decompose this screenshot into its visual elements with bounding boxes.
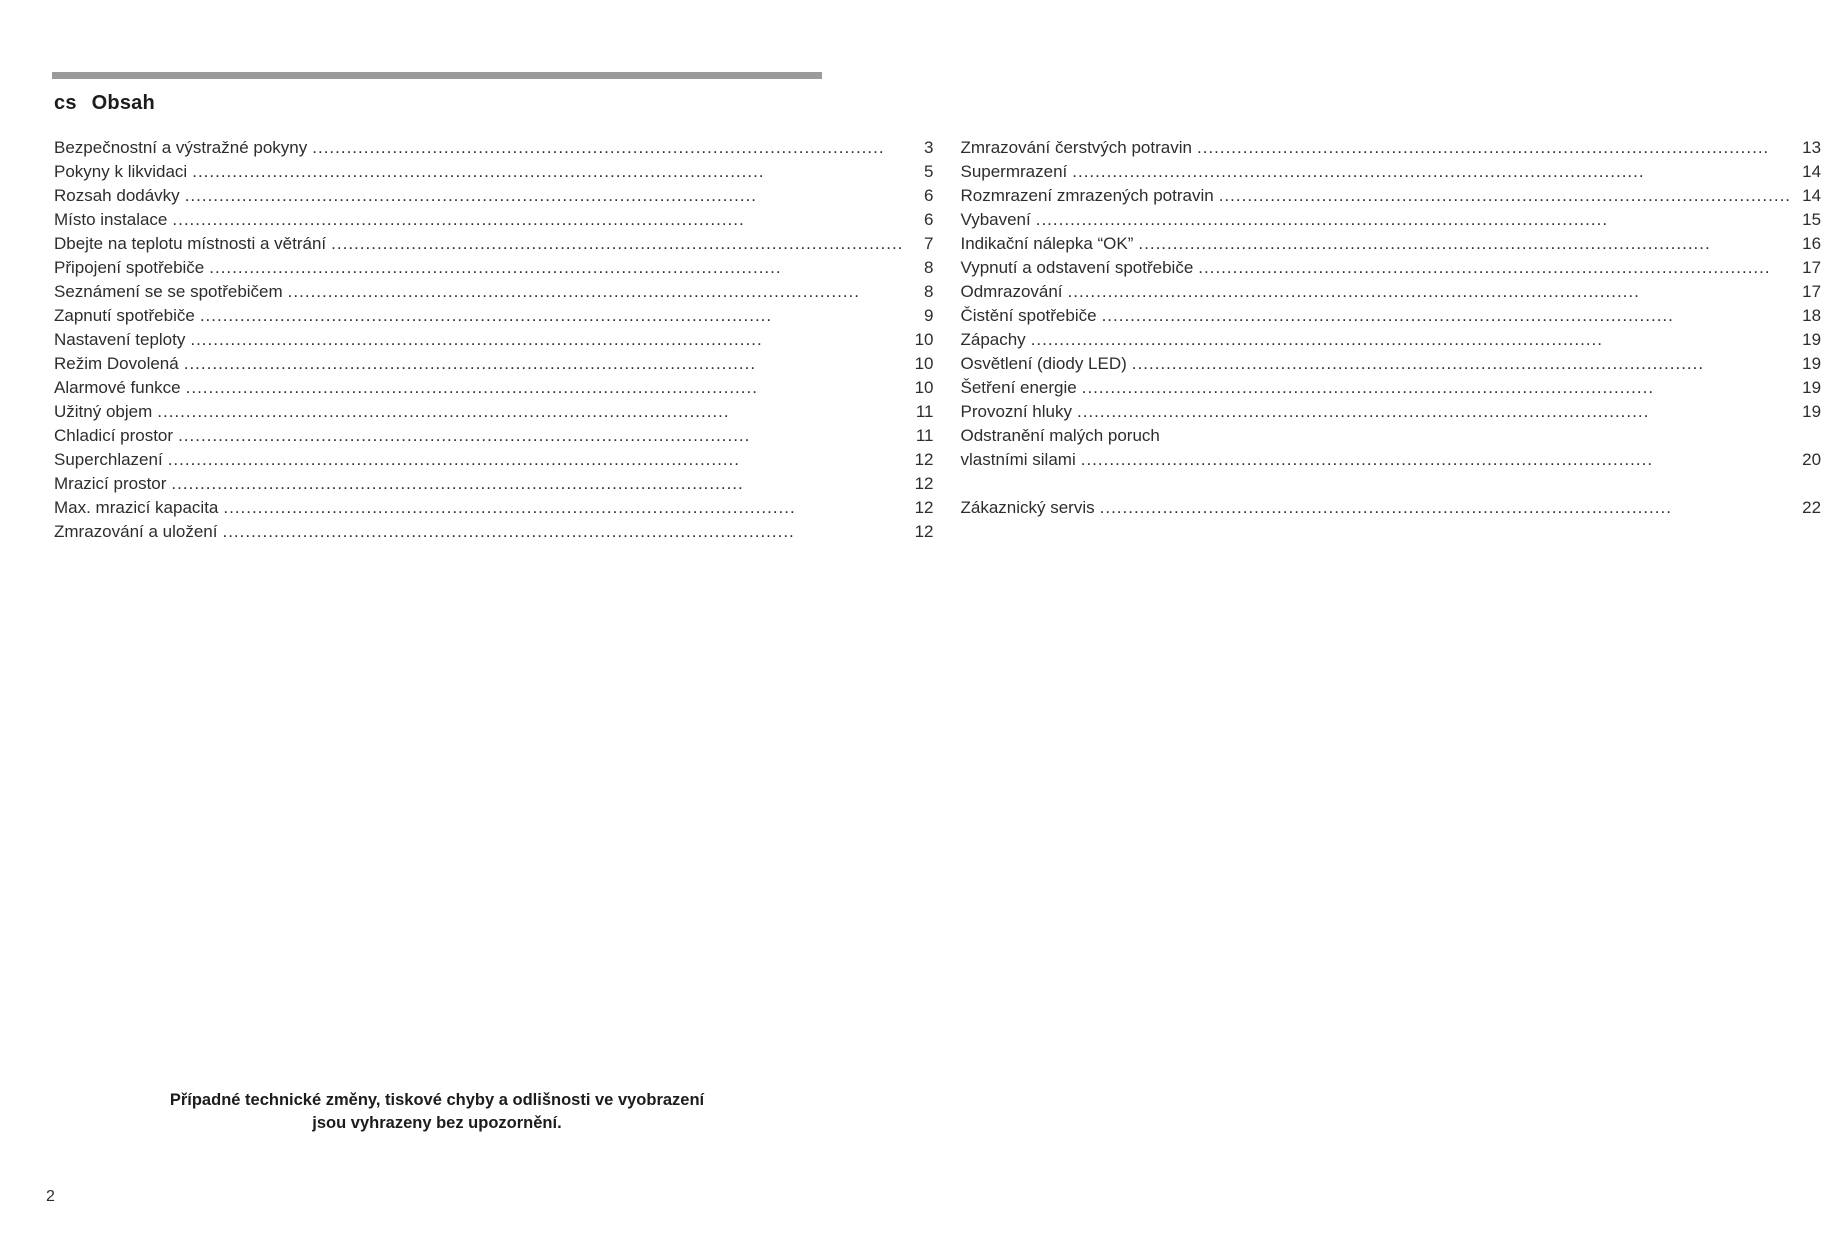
- dot-leader: [1100, 498, 1791, 518]
- dot-leader: [1138, 234, 1791, 254]
- dot-leader: [1068, 282, 1792, 302]
- toc-entry: [960, 162, 1821, 186]
- dot-leader: [331, 234, 903, 254]
- dot-leader: [1197, 138, 1791, 158]
- toc-entry-label: Pokyny k likvidaci: [54, 162, 188, 181]
- header-rule: [52, 72, 822, 79]
- toc-entry: [960, 450, 1821, 474]
- toc-entry: [54, 450, 933, 474]
- toc-entry-page: 15: [1802, 210, 1821, 229]
- dot-leader: [1031, 330, 1791, 350]
- footer-line-2: jsou vyhrazeny bez upozornění.: [312, 1114, 562, 1132]
- dot-leader: [172, 210, 903, 230]
- dot-leader: [200, 306, 904, 326]
- dot-leader: [185, 186, 904, 206]
- toc-entry: [54, 186, 933, 210]
- toc-entry: [54, 402, 933, 426]
- dot-leader: [157, 402, 903, 422]
- toc-entry-label: Max. mrazicí kapacita: [54, 498, 219, 517]
- toc-entry-label: Rozmrazení zmrazených potravin: [960, 186, 1214, 205]
- toc-entry-label: Seznámení se se spotřebičem: [54, 282, 283, 301]
- dot-leader: [1077, 402, 1791, 422]
- toc-entry: [54, 426, 933, 450]
- toc-entry-page: 17: [1802, 282, 1821, 301]
- dot-leader: [222, 522, 903, 542]
- toc-entry: [54, 498, 933, 522]
- title-text: Obsah: [91, 92, 155, 114]
- toc-entry: [54, 378, 933, 402]
- toc-entry-page: 19: [1802, 402, 1821, 421]
- toc-entry-label: Zápachy: [960, 330, 1026, 349]
- toc-entry-page: 17: [1802, 258, 1821, 277]
- toc-entry: [54, 522, 933, 546]
- toc-entry-page: 19: [1802, 378, 1821, 397]
- toc-entry: [960, 186, 1821, 210]
- toc-entry: [960, 138, 1821, 162]
- toc-entry-page: 14: [1802, 162, 1821, 181]
- language-code: cs: [54, 92, 77, 114]
- toc-entry: [960, 234, 1821, 258]
- toc-entry-page: 9: [924, 306, 934, 325]
- dot-leader: [186, 378, 904, 398]
- dot-leader: [184, 354, 904, 374]
- toc-entry-label: Provozní hluky: [960, 402, 1072, 421]
- toc-entry-label: Mrazicí prostor: [54, 474, 167, 493]
- toc-entry-label: Zapnutí spotřebiče: [54, 306, 195, 325]
- toc-entry: [54, 282, 933, 306]
- toc-entry-page: 6: [924, 210, 934, 229]
- dot-leader: [1132, 354, 1791, 374]
- toc-entry-page: 20: [1802, 450, 1821, 469]
- toc-entry-page: 12: [914, 450, 934, 469]
- toc-entry: [960, 498, 1821, 522]
- dot-leader: [1036, 210, 1791, 230]
- toc-entry: [54, 258, 933, 282]
- toc-entry-page: 12: [914, 522, 934, 541]
- toc-entry-label: Zákaznický servis: [960, 498, 1095, 517]
- dot-leader: [209, 258, 903, 278]
- toc-entry-page: 10: [914, 378, 934, 397]
- toc-entry-label: Místo instalace: [54, 210, 168, 229]
- toc-entry-page: 3: [924, 138, 934, 157]
- toc-entry-label: Alarmové funkce: [54, 378, 181, 397]
- toc-entry-label: Rozsah dodávky: [54, 186, 180, 205]
- dot-leader: [168, 450, 904, 470]
- toc-entry-label: Užitný objem: [54, 402, 153, 421]
- toc-entry-page: 7: [924, 234, 934, 253]
- dot-leader: [1081, 450, 1791, 470]
- toc-entry-page: 8: [924, 258, 934, 277]
- toc-entry-page: 13: [1802, 138, 1821, 157]
- table-of-contents: [54, 138, 1821, 546]
- dot-leader: [192, 162, 903, 182]
- toc-entry: [960, 354, 1821, 378]
- toc-entry-label: Čistění spotřebiče: [960, 306, 1097, 325]
- dot-leader: [1082, 378, 1791, 398]
- toc-entry-page: 12: [914, 498, 934, 517]
- toc-entry: [54, 162, 933, 186]
- toc-entry-label: Vypnutí a odstavení spotřebiče: [960, 258, 1194, 277]
- toc-entry-page: 6: [924, 186, 934, 205]
- toc-entry-label: Připojení spotřebiče: [54, 258, 205, 277]
- dot-leader: [288, 282, 904, 302]
- toc-entry: [960, 402, 1821, 426]
- toc-entry-label: Dbejte na teplotu místnosti a větrání: [54, 234, 327, 253]
- toc-entry: [54, 210, 933, 234]
- toc-entry-page: 22: [1802, 498, 1821, 517]
- dot-leader: [1219, 186, 1791, 206]
- toc-entry-page: 18: [1802, 306, 1821, 325]
- footer-disclaimer: [0, 1089, 874, 1135]
- toc-entry: [960, 306, 1821, 330]
- toc-entry-label: Šetření energie: [960, 378, 1077, 397]
- toc-entry-label: vlastními silami: [960, 450, 1076, 469]
- dot-leader: [1072, 162, 1791, 182]
- toc-entry-page: 5: [924, 162, 934, 181]
- toc-entry-page: 19: [1802, 330, 1821, 349]
- toc-entry: [960, 210, 1821, 234]
- toc-entry-label: Odmrazování: [960, 282, 1063, 301]
- toc-entry-label: Chladicí prostor: [54, 426, 174, 445]
- toc-entry-label: Zmrazování a uložení: [54, 522, 218, 541]
- toc-column-right: [960, 138, 1821, 546]
- dot-leader: [190, 330, 903, 350]
- toc-entry: [54, 234, 933, 258]
- toc-gap: [960, 474, 1821, 498]
- toc-entry-label: Odstranění malých poruch: [960, 426, 1160, 445]
- toc-entry: [54, 330, 933, 354]
- toc-entry: [54, 306, 933, 330]
- toc-entry-page: 14: [1802, 186, 1821, 205]
- toc-entry-label: Superchlazení: [54, 450, 163, 469]
- toc-entry-page: 16: [1802, 234, 1821, 253]
- toc-entry: [960, 378, 1821, 402]
- toc-entry-label: Supermrazení: [960, 162, 1068, 181]
- toc-entry: [54, 354, 933, 378]
- toc-entry: [960, 330, 1821, 354]
- toc-entry-label: Nastavení teploty: [54, 330, 186, 349]
- toc-entry-page: 10: [914, 330, 934, 349]
- toc-entry: [960, 282, 1821, 306]
- dot-leader: [1198, 258, 1791, 278]
- toc-column-left: [54, 138, 933, 546]
- toc-entry-page: 8: [924, 282, 934, 301]
- toc-entry-label: Vybavení: [960, 210, 1031, 229]
- toc-entry-page: 19: [1802, 354, 1821, 373]
- toc-entry: [960, 258, 1821, 282]
- page-number: 2: [46, 1188, 55, 1205]
- dot-leader: [1102, 306, 1791, 326]
- toc-entry-page: 12: [914, 474, 934, 493]
- toc-entry-label: Indikační nálepka “OK”: [960, 234, 1134, 253]
- toc-entry-page: 11: [915, 402, 934, 421]
- toc-entry-page: 10: [914, 354, 934, 373]
- toc-entry: [54, 474, 933, 498]
- footer-line-1: Případné technické změny, tiskové chyby a odlišnosti ve vyobrazení: [169, 1091, 705, 1109]
- toc-entry-label: Režim Dovolená: [54, 354, 179, 373]
- toc-entry-label: Osvětlení (diody LED): [960, 354, 1127, 373]
- dot-leader: [178, 426, 903, 446]
- toc-entry: [54, 138, 933, 162]
- toc-entry-label: Bezpečnostní a výstražné pokyny: [54, 138, 308, 157]
- dot-leader: [223, 498, 903, 518]
- toc-entry: [960, 426, 1821, 450]
- dot-leader: [171, 474, 903, 494]
- toc-entry-label: Zmrazování čerstvých potravin: [960, 138, 1192, 157]
- toc-entry-page: 11: [915, 426, 934, 445]
- page-title: [54, 92, 155, 115]
- dot-leader: [312, 138, 903, 158]
